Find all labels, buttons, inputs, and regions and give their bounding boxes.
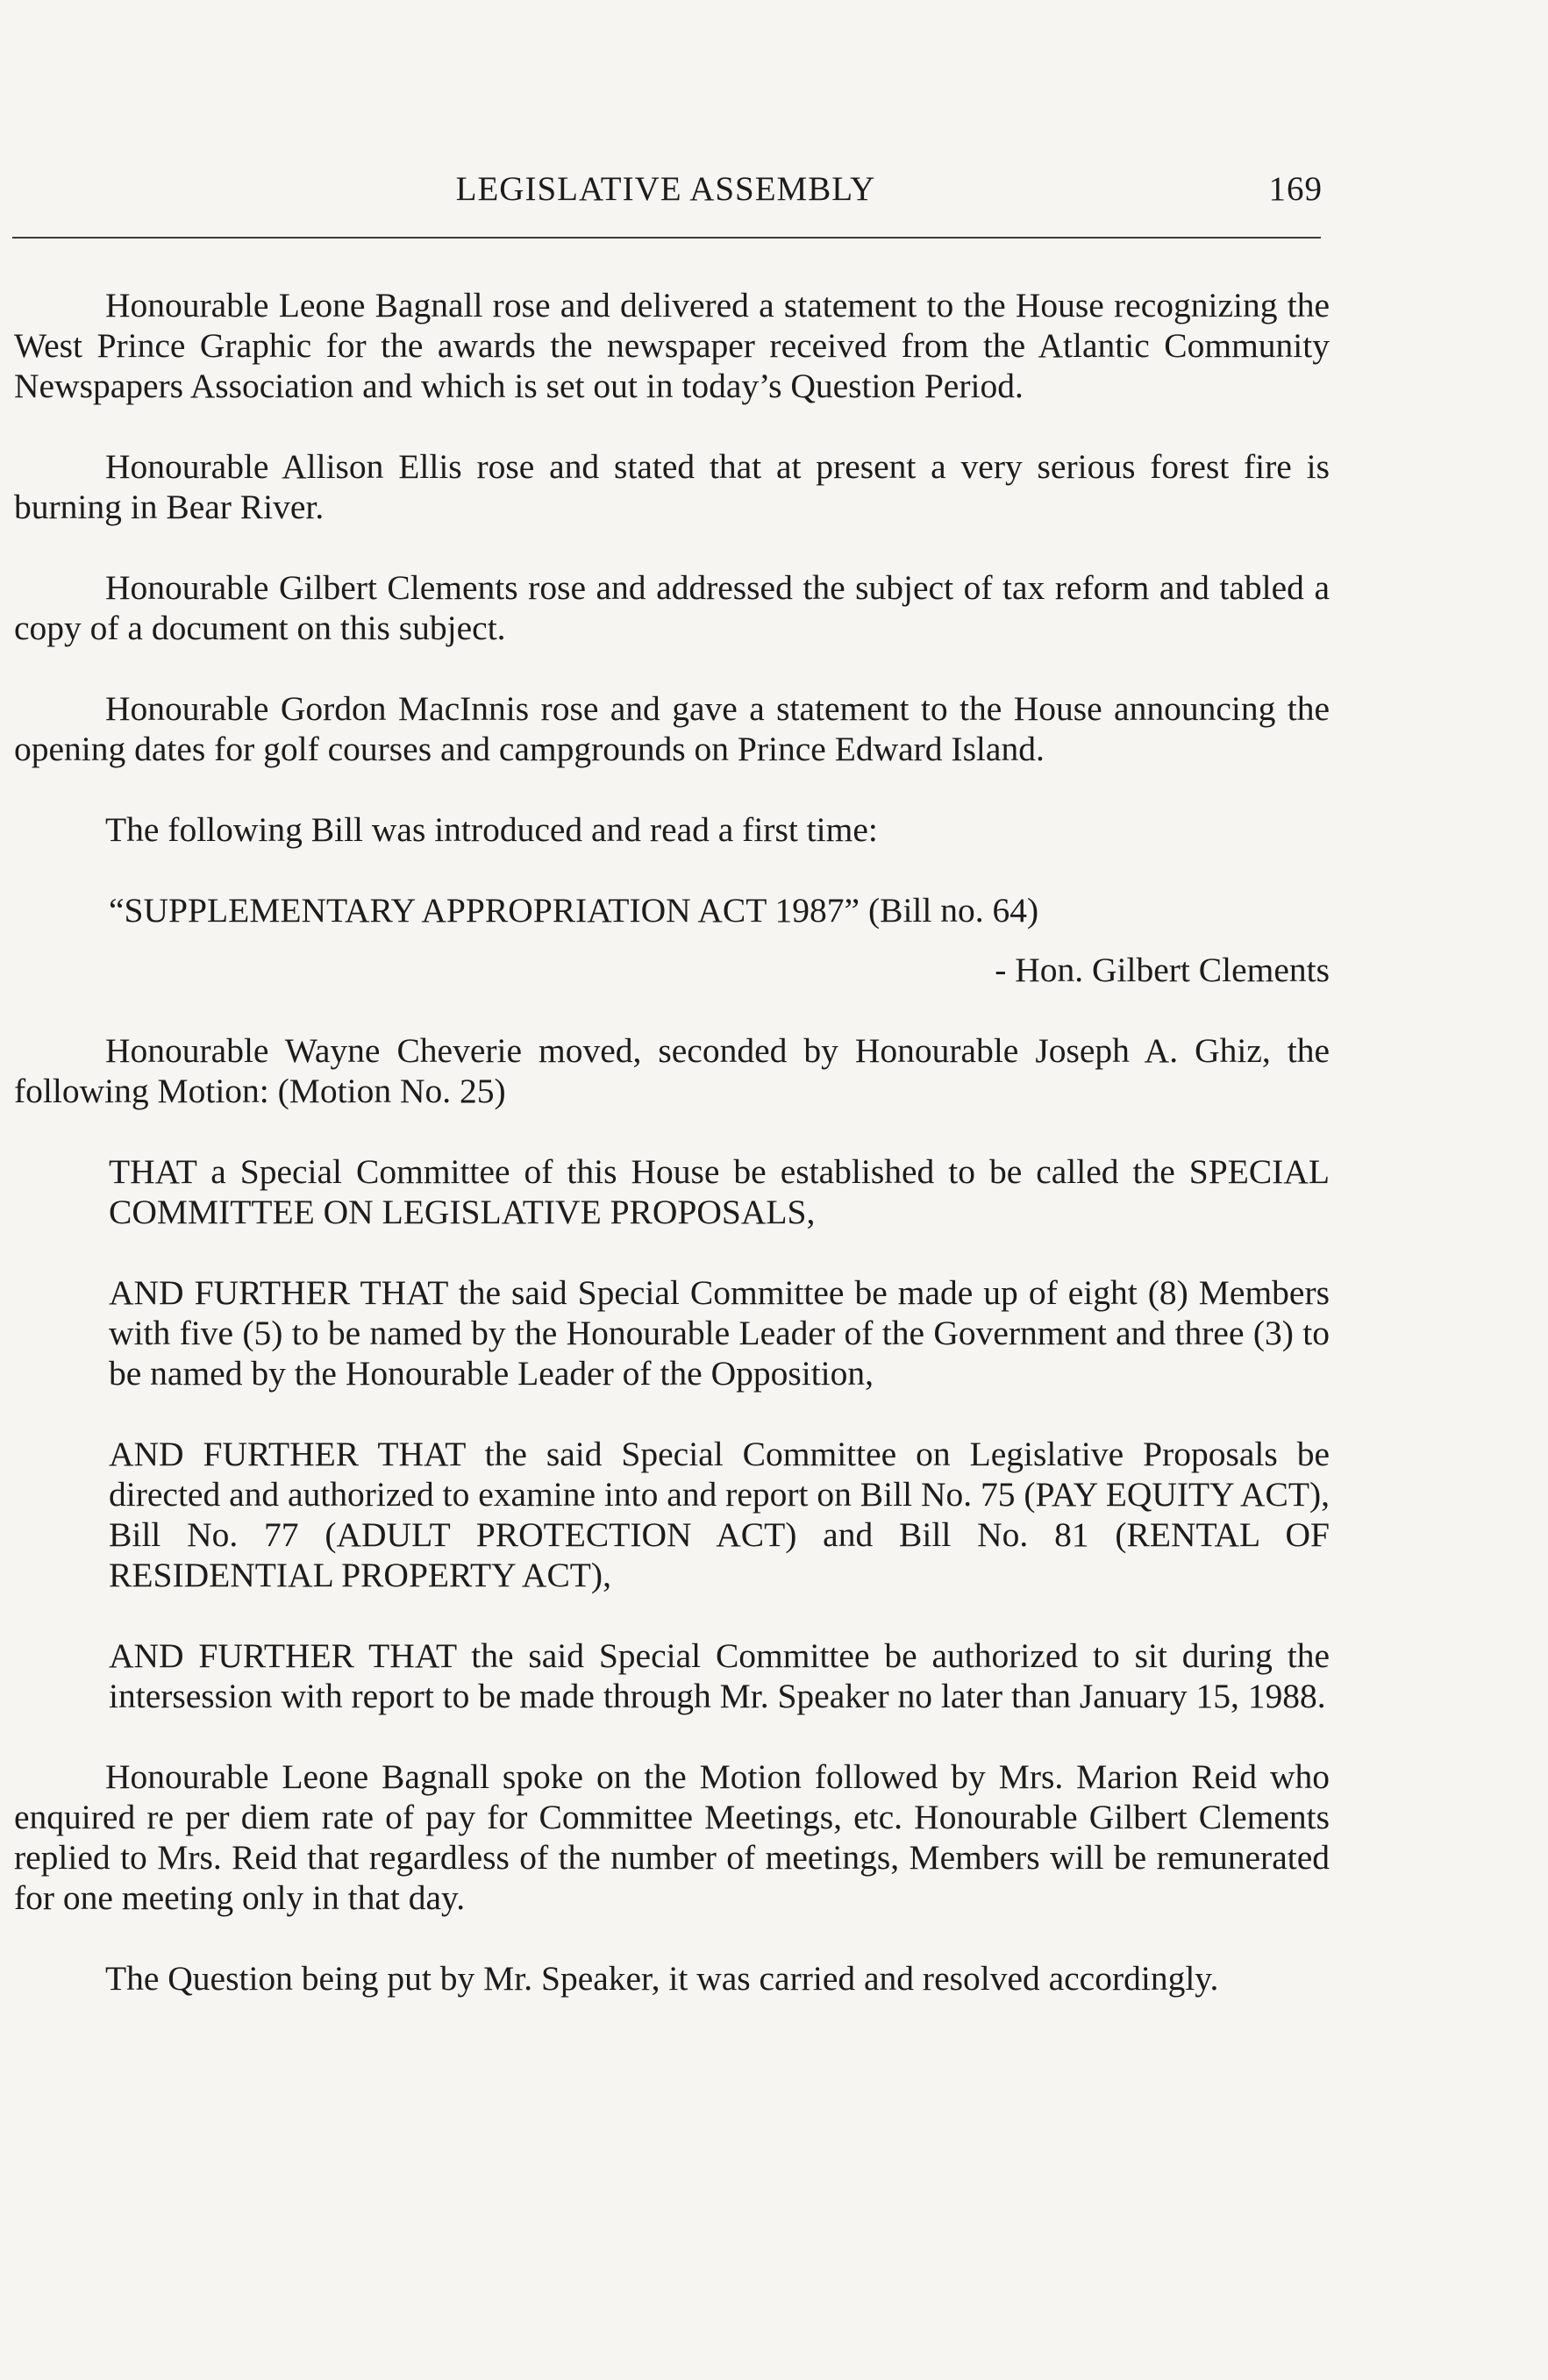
paragraph-clements-statement: Honourable Gilbert Clements rose and addressed the subject of tax reform and tabled a copy of a document on this subject.: [14, 568, 1330, 647]
paragraph-motion-carried: The Question being put by Mr. Speaker, it was carried and resolved accordingly.: [105, 1959, 1219, 1998]
motion-introduction: Honourable Wayne Cheverie moved, seconded by Honourable Joseph A. Ghiz, the following Motion: (Motion No. 25): [14, 1031, 1330, 1110]
motion-clause: AND FURTHER THAT the said Special Committee be authorized to sit during the intersession with report to be made through Mr. Speaker no later than January 15, 1988.: [109, 1636, 1330, 1715]
paragraph-macinnis-statement: Honourable Gordon MacInnis rose and gave a statement to the House announcing the opening dates for golf courses and campgrounds on Prince Edward Island.: [14, 689, 1330, 768]
motion-clause: AND FURTHER THAT the said Special Committee be made up of eight (8) Members with five (5) to be named by the Honourable Leader of the Government and three (3) to be named by the Honourable Leader of the Opposition,: [109, 1273, 1330, 1393]
motion-clause: AND FURTHER THAT the said Special Committee on Legislative Proposals be directed and authorized to examine into and report on Bill No. 75 (PAY EQUITY ACT), Bill No. 77 (ADULT PROTECTION ACT) and Bill No. 81 (RENTAL OF RESIDENTIAL PROPERTY ACT),: [109, 1435, 1330, 1594]
header-rule: [12, 237, 1321, 239]
paragraph-motion-debate: Honourable Leone Bagnall spoke on the Motion followed by Mrs. Marion Reid who enquired re per diem rate of pay for Committee Meetings, etc. Honourable Gilbert Clements replied to Mrs. Reid that regardless of the number of meetings, Members will be remunerated for one meeting only in that day.: [14, 1757, 1330, 1917]
running-head: [9, 162, 1323, 215]
running-head-title: LEGISLATIVE ASSEMBLY: [455, 170, 876, 208]
bill-title: “SUPPLEMENTARY APPROPRIATION ACT 1987” (Bill no. 64): [109, 891, 1039, 930]
page-number: 169: [1268, 170, 1323, 208]
bill-sponsor: - Hon. Gilbert Clements: [995, 951, 1330, 989]
paragraph-bill-introduction: The following Bill was introduced and read a first time:: [105, 810, 878, 849]
paragraph-ellis-statement: Honourable Allison Ellis rose and stated that at present a very serious forest fire is burning in Bear River.: [14, 447, 1330, 526]
paragraph-bagnall-statement: Honourable Leone Bagnall rose and delivered a statement to the House recognizing the West Prince Graphic for the awards the newspaper received from the Atlantic Community Newspapers Association and which is set out in today’s Question Period.: [14, 286, 1330, 405]
motion-clause: THAT a Special Committee of this House be established to be called the SPECIAL COMMITTEE ON LEGISLATIVE PROPOSALS,: [109, 1152, 1330, 1231]
journal-body: [14, 285, 1330, 2039]
